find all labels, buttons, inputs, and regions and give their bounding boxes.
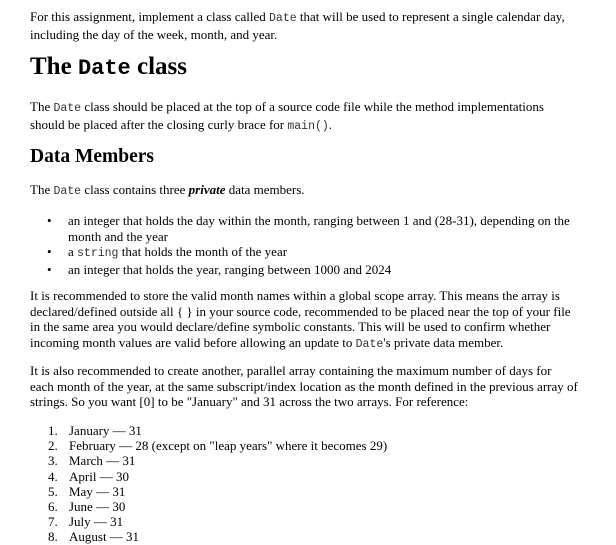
intro-paragraph <box>30 9 578 42</box>
list-number: 3. <box>48 453 58 469</box>
heading-code: Date <box>77 56 131 81</box>
month-entry: February — 28 (except on "leap years" where it becomes 29) <box>69 438 388 454</box>
list-number: 6. <box>48 499 58 515</box>
placement-text: . <box>328 116 333 132</box>
section-heading-data-members: Data Members <box>30 146 154 167</box>
month-entry: May — 31 <box>69 483 126 499</box>
list-item <box>30 438 387 453</box>
month-entry: January — 31 <box>69 423 142 438</box>
list-number: 1. <box>48 423 58 438</box>
list-number: 2. <box>48 438 58 454</box>
placement-paragraph <box>30 99 578 134</box>
list-number: 4. <box>48 468 58 484</box>
list-item <box>30 262 578 278</box>
list-item-text: an integer that holds the day within the month, ranging between 1 and (28-31), depending on the month and the year <box>68 213 570 244</box>
month-entry: July — 31 <box>69 514 124 530</box>
members-intro-text: data members. <box>225 182 305 197</box>
inline-code: string <box>77 247 119 260</box>
list-item <box>30 213 578 244</box>
inline-code: Date <box>269 12 297 25</box>
intro-text: For this assignment, implement a class called <box>30 9 270 24</box>
list-item <box>30 244 578 262</box>
list-item-text: an integer that holds the year, ranging between 1000 and 2024 <box>68 261 392 277</box>
heading-text: class <box>130 53 187 80</box>
month-entry: August — 31 <box>69 529 140 545</box>
list-number: 8. <box>48 529 58 545</box>
recommendation-paragraph-1 <box>30 288 578 352</box>
placement-text: The <box>30 99 54 114</box>
bullet-icon: • <box>47 213 52 228</box>
bullet-icon: • <box>47 261 52 277</box>
month-entry: April — 30 <box>69 468 129 484</box>
bullet-icon: • <box>47 244 52 259</box>
members-intro-text: class contains three <box>81 182 189 197</box>
list-item-text: that holds the month of the year <box>118 244 288 259</box>
list-item-text: a <box>68 244 78 259</box>
list-item <box>30 484 387 499</box>
recommendation-text: 's private data member. <box>383 334 504 350</box>
month-entry: June — 30 <box>69 499 126 515</box>
list-item <box>30 514 387 529</box>
months-list <box>30 423 387 545</box>
month-entry: March — 31 <box>69 453 136 469</box>
list-item <box>30 453 387 468</box>
recommendation-paragraph-2: It is also recommended to create another, parallel array containing the maximum number of days for each month of the year, at the same subscript/index location as the month defined in the previous array of strings. So you want [0] to be "January" and 31 across the two arrays. For reference: <box>30 363 578 409</box>
inline-code: Date <box>355 337 384 351</box>
inline-code: Date <box>53 102 82 115</box>
inline-code: main() <box>287 119 329 133</box>
recommendation-text: It is recommended to store the valid month names within a global scope array. This means the array is declared/defined outside all { } in your source code, recommended to be placed near the top of your file in the same area you would declare/define symbolic constants. This will be used to confirm whether incoming month values are valid before allowing an update to <box>30 288 571 350</box>
list-item <box>30 499 387 514</box>
heading-text: The <box>30 53 78 80</box>
placement-text: class should be placed at the top of a source code file while the method implementations should be placed after the closing curly brace for <box>30 99 544 132</box>
section-heading-date-class <box>30 51 187 85</box>
members-intro-paragraph <box>30 182 578 200</box>
list-number: 5. <box>48 483 58 499</box>
list-item <box>30 469 387 484</box>
list-item <box>30 423 387 438</box>
list-number: 7. <box>48 514 58 530</box>
list-item <box>30 529 387 544</box>
data-members-list <box>30 213 578 277</box>
inline-code: Date <box>53 185 82 198</box>
intro-text: that will be used to represent a single calendar day, including the day of the week, month, and year. <box>30 9 565 42</box>
emphasis-private: private <box>188 182 226 197</box>
members-intro-text: The <box>30 182 54 197</box>
